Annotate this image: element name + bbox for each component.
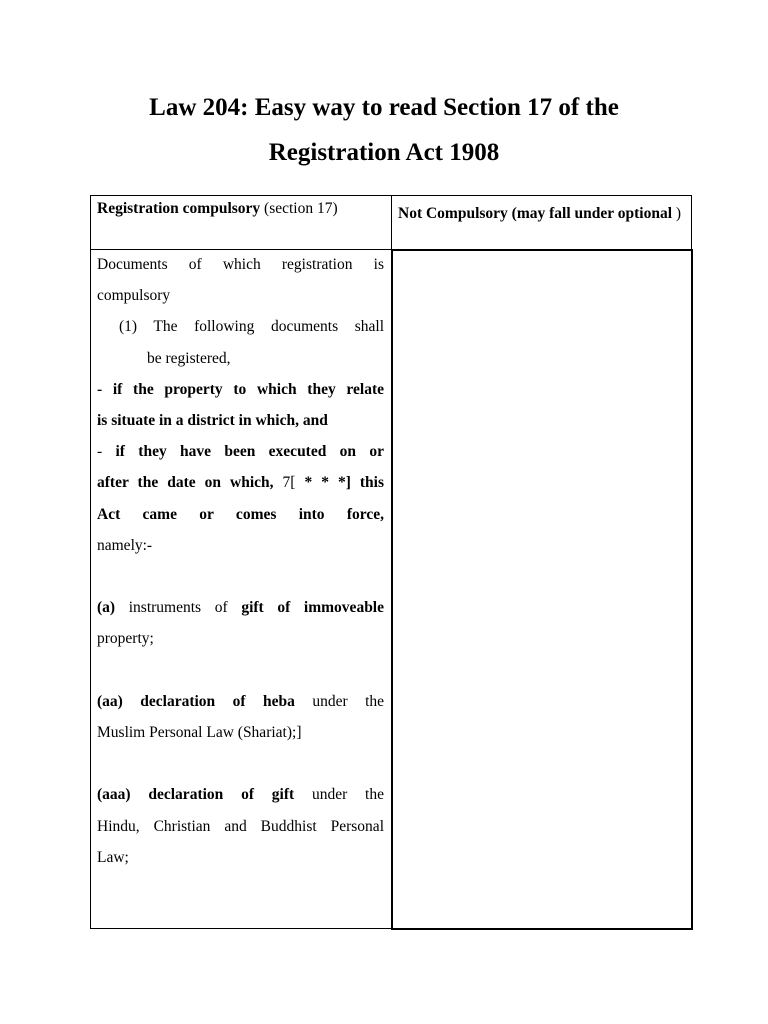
header-compulsory: [97, 198, 387, 220]
title-line-1: Law 204: Easy way to read Section 17 of the: [149, 94, 619, 121]
comparison-table: [90, 195, 692, 929]
condition2-text-2: after the date on which,: [97, 474, 274, 492]
clause-a-text: instruments of: [115, 599, 242, 617]
clause-aaa-line-1: [97, 779, 384, 810]
header-not-compulsory: [398, 198, 686, 229]
title-line-2: Registration Act 1908: [268, 139, 500, 166]
header-compulsory-section: (section 17): [264, 200, 338, 217]
header-not-compulsory-paren: ): [675, 205, 682, 222]
condition1-line-2: is situate in a district in which, and: [97, 412, 328, 430]
condition2-line-1: [97, 436, 384, 467]
clause-a-line-1: [97, 592, 384, 623]
clause-aa-label: (aa): [97, 692, 123, 710]
condition2-dash: -: [97, 443, 116, 461]
clause-aaa-line-2: Hindu, Christian and Buddhist Personal: [97, 817, 384, 835]
clause-a-bold: gift of immoveable: [241, 599, 384, 617]
intro-line-1: Documents of which registration is: [97, 256, 384, 273]
clause-a-label: (a): [97, 599, 116, 617]
item1-line-1: (1) The following documents shall: [119, 318, 384, 336]
clause-aa-line-2: Muslim Personal Law (Shariat);]: [97, 724, 302, 742]
item1-line-2: be registered,: [147, 349, 231, 367]
header-not-compulsory-bold: Not Compulsory (may fall under optional: [398, 205, 672, 222]
clause-aaa-line-3: Law;: [97, 848, 129, 866]
condition1-line-1: - if the property to which they relate: [97, 380, 384, 398]
condition2-line-3: Act came or comes into force,: [97, 505, 384, 523]
intro-line-2: compulsory: [97, 287, 171, 305]
condition2-footnote: 7[: [273, 474, 305, 492]
compulsory-documents-text: [97, 249, 384, 873]
header-compulsory-bold: Registration compulsory: [97, 200, 261, 217]
condition2-text-1: if they have been executed on or: [115, 443, 384, 461]
condition2-line-4: namely:-: [97, 536, 153, 554]
condition2-line-2: [97, 467, 384, 498]
right-column-box: [391, 249, 693, 930]
clause-aa-line-1: [97, 686, 384, 717]
clause-aaa-text: under the: [294, 786, 384, 804]
condition2-text-3: * * *] this: [304, 474, 384, 492]
clause-a-line-2: property;: [97, 630, 154, 648]
clause-aa-bold: declaration of heba: [122, 692, 295, 710]
clause-aa-text: under the: [294, 692, 385, 710]
clause-aaa-label: (aaa): [97, 786, 131, 804]
clause-aaa-bold: declaration of gift: [130, 786, 295, 804]
